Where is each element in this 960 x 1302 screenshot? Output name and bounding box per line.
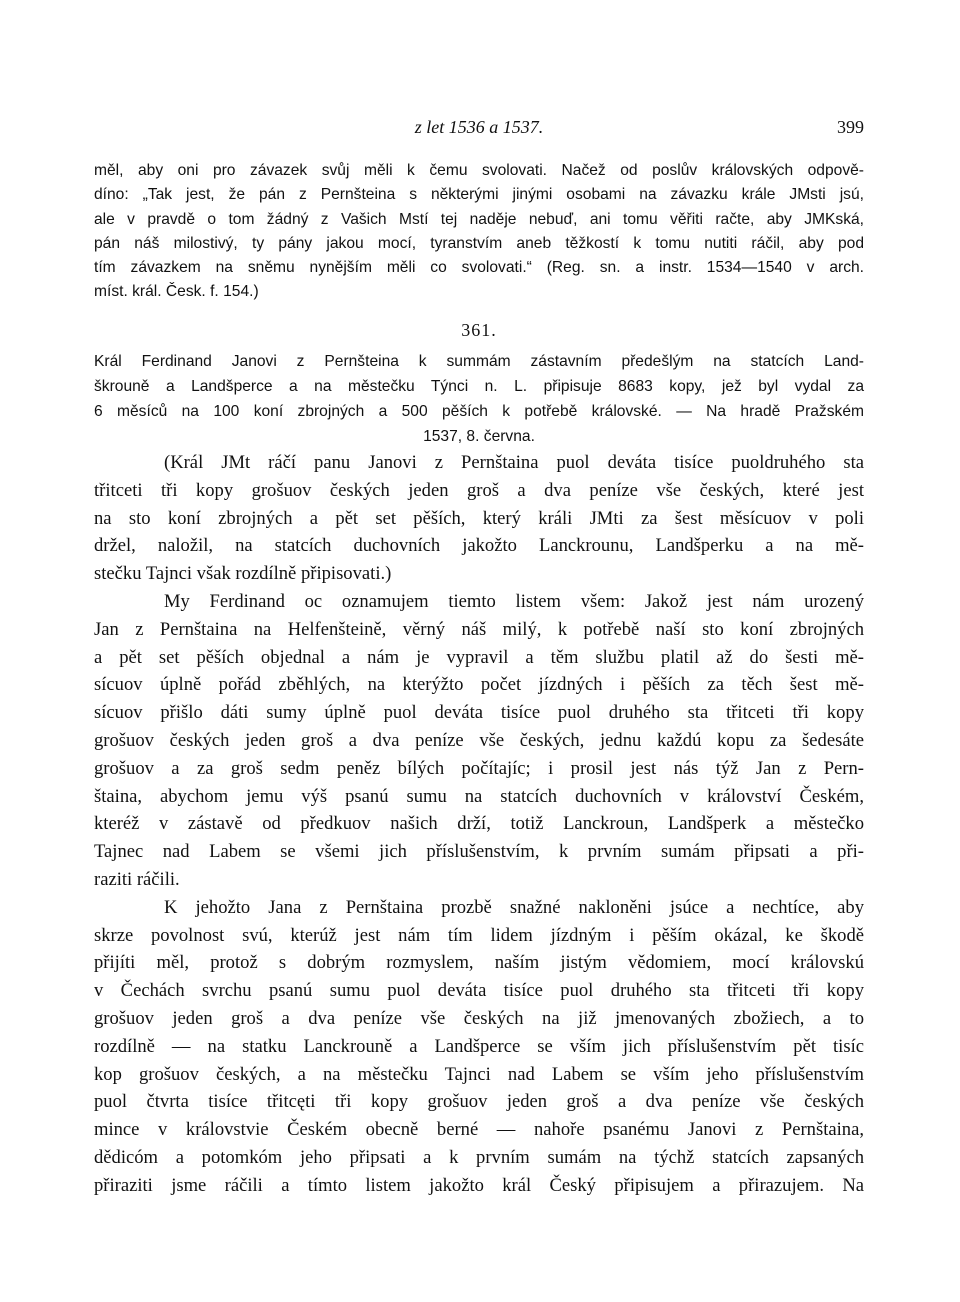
text-line: 6 měsíců na 100 koní zbrojných a 500 pěších k potřebě královské. — Na hradě Pražském — [94, 403, 864, 420]
text-line: mince v královstvie Českém obecně berné — nahoře psanému Janovi z Pernštaina, — [94, 1119, 864, 1141]
text-line: kteréž v zástavě od předkuov našich drží, totiž Lanckroun, Landšperk a městečko — [94, 813, 864, 835]
text-line: K jehožto Jana z Pernštaina prozbě snažné nakloněni jsúce a nechtíce, aby — [164, 896, 864, 918]
page — [94, 0, 864, 1302]
text-line: štaina, abychom jemu výš psanú sumu na statcích duchovních v království Českém, — [94, 785, 864, 807]
page-number: 399 — [837, 117, 864, 137]
text-line: 1537, 8. června. — [423, 428, 535, 445]
text-line: raziti ráčili. — [94, 868, 180, 890]
intro-paragraph — [94, 159, 864, 305]
text-line: sícuov úplně pořád zběhlých, na kterýžto počet jízdných i pěších za těch šest mě- — [94, 674, 864, 696]
text-line: škrouně a Landšperce a na městečku Týnci n. L. připisuje 8683 kopy, jež byl vydal za — [94, 378, 864, 395]
body-paragraph-3 — [94, 894, 864, 1200]
text-line: dědicóm a potomkóm jeho připsati a k prvním sumám na týchž statcích zapsaných — [94, 1146, 864, 1168]
text-line: grošuov jeden groš a dva peníze vše českých na již jmenovaných zbožiech, a to — [94, 1007, 864, 1029]
text-line: tím závazkem na sněmu nynějším měli co svolovati.“ (Reg. sn. a instr. 1534—1540 v arch. — [94, 259, 864, 277]
text-line: puol čtvrta tisíce třitcęti tři kopy grošuov jeden groš a dva peníze vše českých — [94, 1091, 864, 1113]
text-line: přijíti měl, protož s dobrým rozmyslem, naším jistým vědomiem, mocí královskú — [94, 952, 864, 974]
text-line: skrze povolnost svú, kterúž jest nám tím lidem jízdným i pěším okázal, ke škodě — [94, 924, 864, 946]
document-number: 361. — [461, 320, 497, 340]
text-line: třitceti tři kopy grošuov českých jeden groš a dva peníze vše českých, které jest — [94, 479, 864, 501]
text-line: Král Ferdinand Janovi z Pernšteina k summám zástavním předešlým na statcích Land- — [94, 353, 864, 370]
text-line: sícuov přišlo dáti sumy úplně puol deváta tisíce puol druhého sta třitceti tři kopy — [94, 702, 864, 724]
text-line: (Král JMt ráčí panu Janovi z Pernštaina puol deváta tisíce puoldruhého sta — [164, 452, 864, 473]
running-header — [94, 117, 864, 141]
text-line: kop grošuov českých, a na městečku Tajnci nad Labem se vším jeho příslušenstvím — [94, 1063, 864, 1085]
text-line: pán náš milostivý, ty pány jakou mocí, tyranstvím aneb těžkostí k tomu nutiti ráčil, aby pod — [94, 234, 864, 252]
text-line: My Ferdinand oc oznamujem tiemto listem všem: Jakož jest nám urozený — [164, 590, 864, 612]
text-line: přiraziti jsme ráčili a tímto listem jakožto král Český připisujem a přirazujem. Na — [94, 1174, 864, 1196]
text-line: Jan z Pernštaina na Helfenšteině, věrný náš milý, k potřebě naší sto koní zbrojných — [94, 618, 864, 640]
text-line: ale v pravdě o tom žádný z Vašich Mstí tej naděje nebuď, ani tomu věřiti račte, aby JMKská, — [94, 210, 864, 228]
text-line: rozdílně — na statku Lanckrouně a Landšperce se vším jich příslušenstvím pět tisíc — [94, 1035, 864, 1057]
text-line: grošuov českých jeden groš a dva peníze vše českých, jednu každú kopu za šedesáte — [94, 729, 864, 751]
text-line: Tajnec nad Labem se všemi jich příslušenstvím, k prvním sumám připsati a při- — [94, 841, 864, 863]
document-body — [94, 449, 864, 1200]
text-line: měl, aby oni pro závazek svůj měli k čemu svolovati. Načež od poslův královských odpově- — [94, 162, 864, 179]
running-title: z let 1536 a 1537. — [414, 117, 544, 137]
body-paragraph-1 — [94, 449, 864, 588]
text-line: a pět set pěších objednal a nám je vypravil a těm službu platil až do šesti mě- — [94, 646, 864, 668]
document-regest — [94, 349, 864, 449]
text-line: držel, naložil, na statcích duchovních jakožto Lanckrounu, Landšperku a na mě- — [94, 535, 864, 557]
body-paragraph-2 — [94, 588, 864, 894]
text-line: na sto koní zbrojných a pět set pěších, který králi JMti za šest měsícuov v poli — [94, 507, 864, 529]
text-line: stečku Tajnci však rozdílně připisovati.) — [94, 563, 392, 585]
text-line: v Čechách svrchu psanú sumu puol deváta tisíce puol druhého sta třitceti tři kopy — [94, 980, 864, 1002]
text-line: grošuov a za groš sedm peněz bílých počítajíc; i prosil jest nás týž Jan z Pern- — [94, 757, 864, 779]
text-line: míst. král. Česk. f. 154.) — [94, 283, 259, 301]
text-line: díno: „Tak jest, že pán z Pernšteina s některými jinými osobami na závazku krále JMsti jsú, — [94, 186, 864, 204]
